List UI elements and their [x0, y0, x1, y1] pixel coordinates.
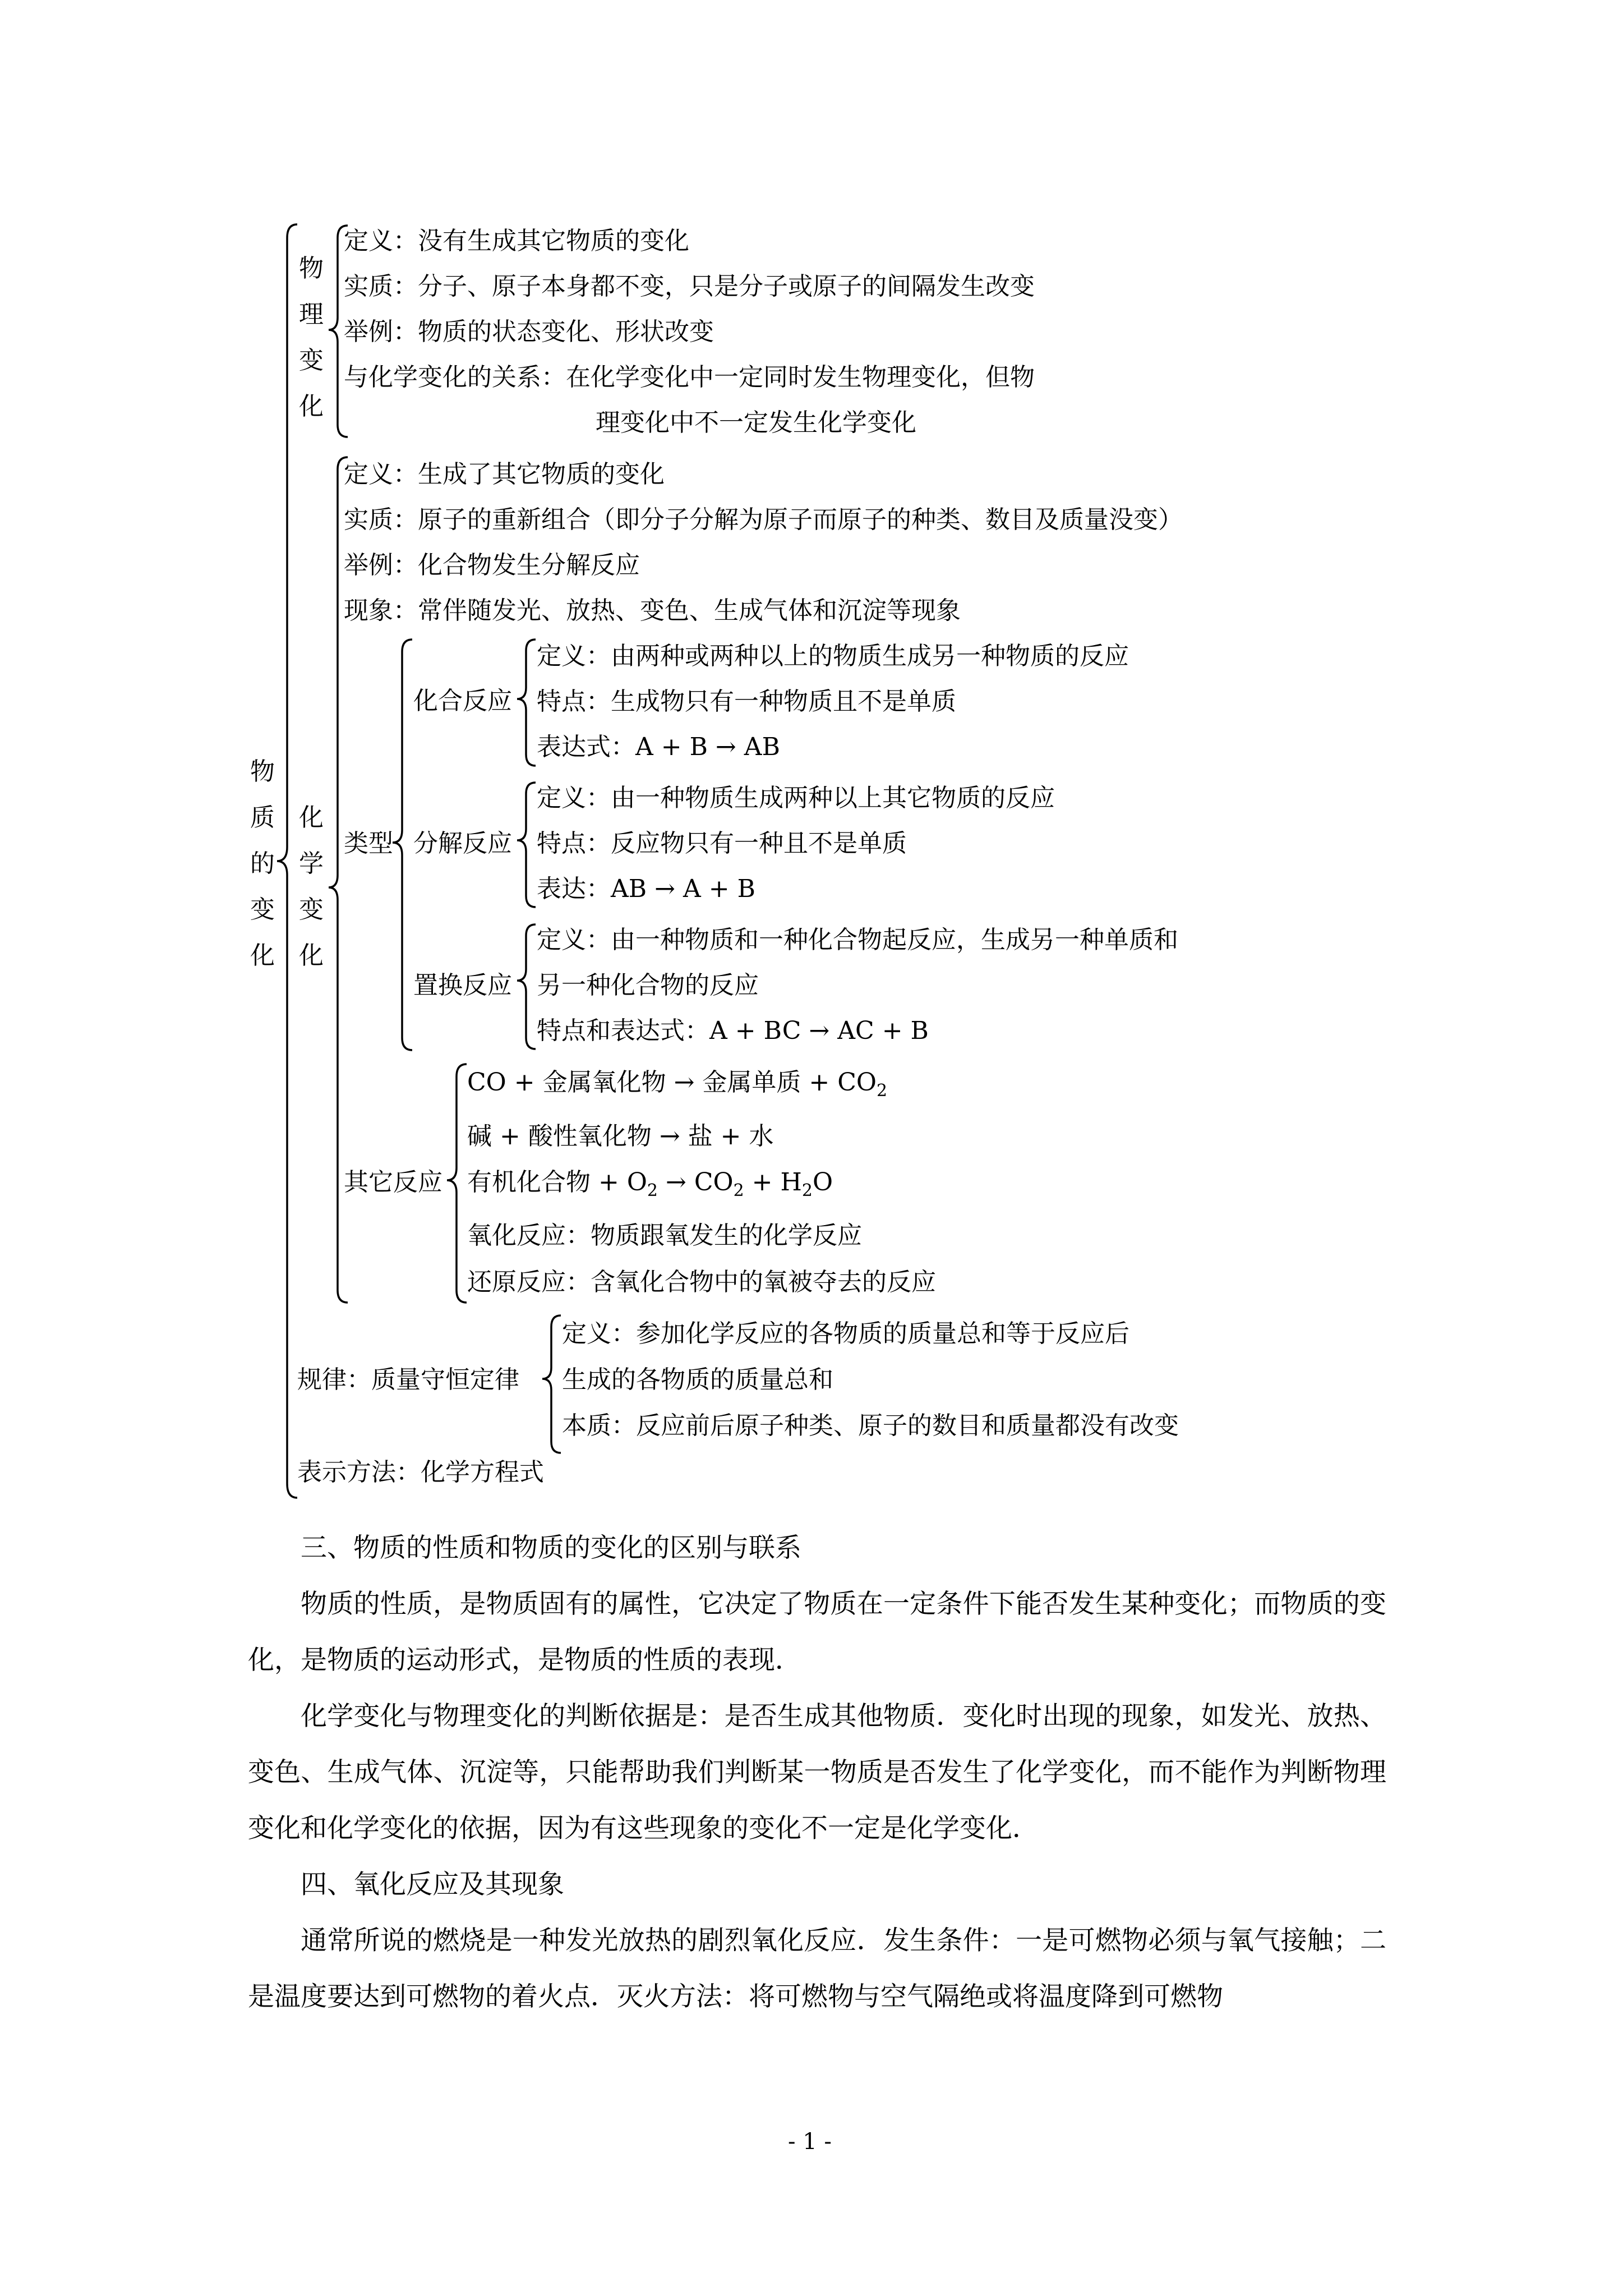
- physical-definition: 定义：没有生成其它物质的变化: [344, 227, 689, 255]
- other-reaction-base: 碱 + 酸性氧化物 → 盐 + 水: [467, 1122, 774, 1151]
- chemical-essence: 实质：原子的重新组合（即分子分解为原子而原子的种类、数目及质量没变）: [344, 505, 1183, 534]
- subscript: 2: [647, 1181, 658, 1200]
- brace-root: [277, 224, 297, 1498]
- chemical-label: 化学变化: [299, 803, 324, 970]
- replacement-definition-line1: 定义：由一种物质和一种化合物起反应，生成另一种单质和: [537, 926, 1178, 954]
- subscript: 2: [877, 1081, 888, 1101]
- paragraph-2: 化学变化与物理变化的判断依据是：是否生成其他物质．变化时出现的现象，如发光、放热、变色、生成气体、沉淀等，只能帮助我们判断某一物质是否发生了化学变化，而不能作为判断物理变化和化学变化的依据，因为有这些现象的变化不一定是化学变化．: [248, 1701, 1386, 1844]
- combination-feature: 特点：生成物只有一种物质且不是单质: [537, 687, 956, 716]
- types-label: 类型: [344, 829, 393, 858]
- law-definition-line2: 生成的各物质的质量总和: [562, 1365, 833, 1394]
- page-number: - 1 -: [788, 2129, 832, 2155]
- root-label: 物质的变化: [250, 757, 275, 970]
- replacement-definition-line2: 另一种化合物的反应: [537, 971, 759, 1000]
- decomposition-label: 分解反应: [413, 829, 512, 858]
- paragraph-1: 物质的性质，是物质固有的属性，它决定了物质在一定条件下能否发生某种变化；而物质的变化，是物质的运动形式，是物质的性质的表现．: [248, 1589, 1386, 1676]
- other-oxidation: 氧化反应：物质跟氧发生的化学反应: [467, 1221, 862, 1250]
- chemical-example: 举例：化合物发生分解反应: [344, 551, 640, 579]
- brace-decomposition: [517, 783, 536, 907]
- other-reaction-organic: [467, 1167, 833, 1198]
- combination-expression: 表达式：A + B → AB: [537, 733, 780, 761]
- combination-label: 化合反应: [413, 687, 512, 715]
- physical-example: 举例：物质的状态变化、形状改变: [344, 318, 714, 346]
- decomposition-feature: 特点：反应物只有一种且不是单质: [537, 829, 907, 858]
- organic-part-c: + H: [744, 1168, 802, 1197]
- law-essence: 本质：反应前后原子种类、原子的数目和质量都没有改变: [562, 1411, 1179, 1440]
- replacement-expression: 特点和表达式：A + BC → AC + B: [537, 1016, 929, 1045]
- organic-part-d: O: [813, 1168, 833, 1197]
- physical-relation-line1: 与化学变化的关系：在化学变化中一定同时发生物理变化，但物: [344, 363, 1035, 392]
- organic-part-a: 有机化合物 + O: [467, 1168, 647, 1197]
- chemical-definition: 定义：生成了其它物质的变化: [344, 460, 665, 489]
- other-label: 其它反应: [344, 1168, 442, 1197]
- chemical-phenomenon: 现象：常伴随发光、放热、变色、生成气体和沉淀等现象: [344, 596, 961, 625]
- brace-combination: [517, 639, 536, 766]
- other-reaction-co: [467, 1067, 888, 1101]
- organic-part-b: → CO: [658, 1168, 734, 1197]
- physical-label: 物理变化: [299, 254, 324, 421]
- decomposition-expression: 表达：AB → A + B: [537, 875, 755, 903]
- other-reaction-co-text: CO + 金属氧化物 → 金属单质 + CO: [467, 1068, 877, 1097]
- paragraph-3: 通常所说的燃烧是一种发光放热的剧烈氧化反应．发生条件：一是可燃物必须与氧气接触；二是温度要达到可燃物的着火点．灭火方法：将可燃物与空气隔绝或将温度降到可燃物: [248, 1925, 1386, 2012]
- subscript: 2: [801, 1181, 813, 1200]
- heading-section-3: 三、物质的性质和物质的变化的区别与联系: [301, 1533, 801, 1563]
- heading-section-4: 四、氧化反应及其现象: [301, 1869, 564, 1900]
- physical-relation-line2: 理变化中不一定发生化学变化: [596, 408, 916, 437]
- representation: 表示方法：化学方程式: [297, 1458, 544, 1487]
- brace-types: [393, 639, 412, 1050]
- combination-definition: 定义：由两种或两种以上的物质生成另一种物质的反应: [537, 642, 1129, 670]
- subscript: 2: [733, 1181, 744, 1200]
- brace-law: [542, 1315, 561, 1453]
- law-definition-line1: 定义：参加化学反应的各物质的质量总和等于反应后: [562, 1319, 1129, 1348]
- brace-other: [447, 1064, 467, 1303]
- law-label: 规律：质量守恒定律: [297, 1365, 519, 1394]
- decomposition-definition: 定义：由一种物质生成两种以上其它物质的反应: [537, 784, 1055, 812]
- replacement-label: 置换反应: [413, 971, 512, 1000]
- physical-essence: 实质：分子、原子本身都不变，只是分子或原子的间隔发生改变: [344, 272, 1035, 301]
- other-reduction: 还原反应：含氧化合物中的氧被夺去的反应: [467, 1268, 936, 1296]
- brace-replacement: [517, 924, 536, 1049]
